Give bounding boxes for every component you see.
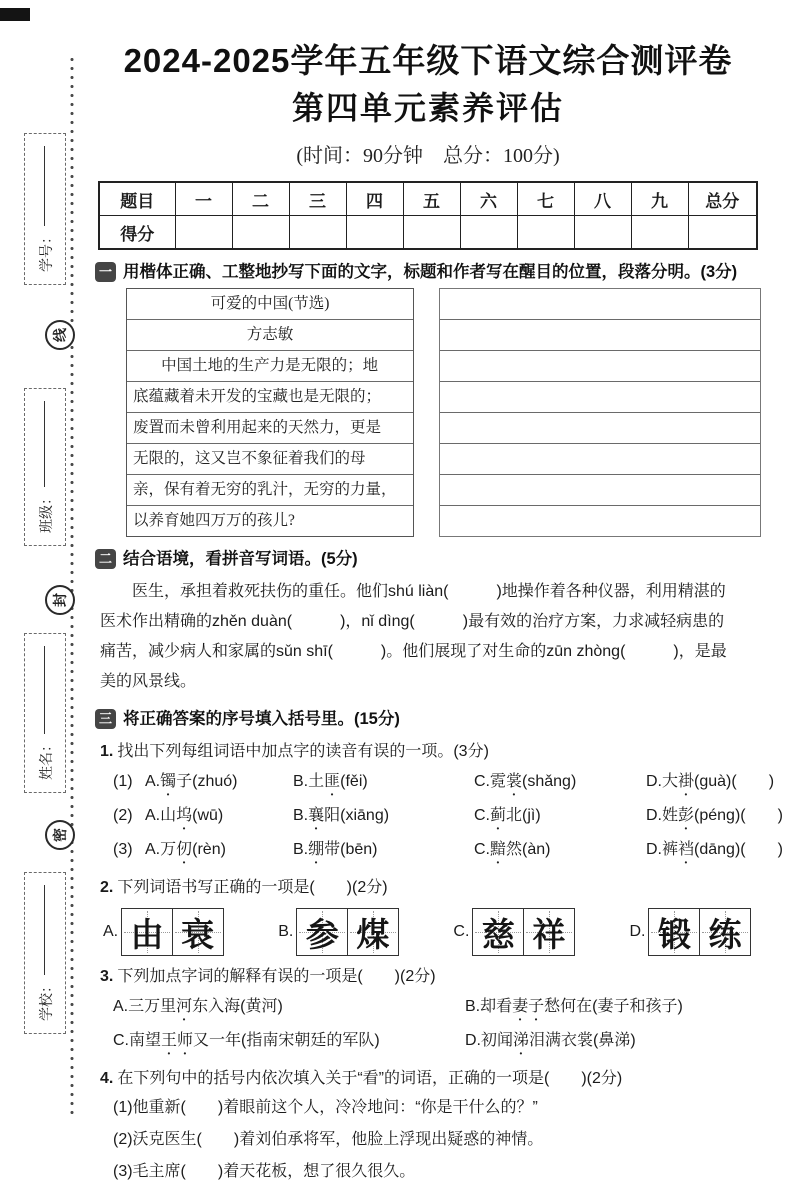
class-field [24, 388, 66, 546]
pinyin-paragraph-line: 医生，承担着救死扶伤的重任。他们shú liàn( )地操作着各种仪器，利用精湛的 [132, 583, 726, 601]
score-blank-cell [232, 216, 289, 250]
grid-character: 锻 [657, 917, 691, 954]
section1-heading [95, 260, 761, 284]
student-id-blank-line [44, 146, 45, 226]
q1-option-dotted-char: 仞 [176, 841, 193, 859]
print-corner-mark [0, 8, 30, 21]
q3-c-dotted: 王师 [161, 1032, 194, 1050]
score-blank-cell [460, 216, 517, 250]
student-id-rotated [25, 132, 67, 284]
copy-source-line: 可爱的中国(节选) [210, 295, 330, 313]
q3-d-post: 泪满衣裳(鼻涕) [529, 1032, 636, 1050]
question4-text: 在下列句中的括号内依次填入关于“看”的词语，正确的一项是( )(2分) [117, 1070, 623, 1088]
q1-option-dotted-char: 褂 [678, 773, 695, 791]
q1-option-post: (guà) [694, 773, 732, 791]
row3-options [145, 835, 740, 867]
seal-dotted-line [70, 55, 74, 1115]
school-rotated [25, 871, 67, 1033]
grid-cell [523, 908, 575, 956]
q3-option-c [113, 1026, 465, 1058]
score-blank-cell [517, 216, 574, 250]
question3-heading [100, 964, 761, 990]
name-rotated [25, 632, 67, 792]
copy-answer-blank-row [440, 319, 760, 350]
row1-prefix: (1) [113, 773, 133, 791]
q1-option [646, 767, 731, 799]
copy-answer-blank-row [440, 412, 760, 443]
grid-cell [121, 908, 173, 956]
question1-row2 [113, 801, 783, 833]
q1-option-post: 子(zhuó) [176, 773, 238, 791]
question4-number: 4. [100, 1070, 114, 1088]
copy-source-line: 亲，保有着无穷的乳汁，无穷的力量， [127, 474, 413, 505]
copy-answer-blank-row [440, 443, 760, 474]
copy-answer-blank-row [440, 474, 760, 505]
q2-option-label: C. [453, 923, 470, 941]
copy-source-line: 底蕴藏着未开发的宝藏也是无限的； [127, 381, 413, 412]
q3-option-b [465, 992, 683, 1024]
q2-option [453, 908, 575, 956]
q3-c-post: 又一年(指南宋朝廷的军队) [193, 1032, 380, 1050]
question1-heading [100, 739, 761, 765]
grid-character: 煤 [356, 917, 390, 954]
q1-option-post: (rèn) [192, 841, 226, 859]
question2-heading [100, 875, 761, 901]
score-blank-cell [688, 216, 757, 250]
time-score-info: (时间：90分钟 总分：100分) [296, 145, 560, 168]
row2-options [145, 801, 740, 833]
q3-d-dotted: 涕 [513, 1032, 530, 1050]
q3-option-a [113, 992, 465, 1024]
q1-option [145, 835, 293, 867]
grid-cell [648, 908, 700, 956]
question3-row1 [113, 992, 761, 1024]
class-rotated [25, 387, 67, 545]
score-column-header: 九 [631, 182, 688, 216]
score-column-header: 五 [403, 182, 460, 216]
copy-answer-box [439, 288, 761, 537]
q2-option [629, 908, 751, 956]
grid-character: 祥 [532, 917, 566, 954]
grid-cell [296, 908, 348, 956]
grid-cell [472, 908, 524, 956]
q4-sentence: (1)他重新( )着眼前这个人，冷冷地问：“你是干什么的？” [113, 1099, 538, 1117]
score-column-header: 一 [175, 182, 232, 216]
q3-b-dotted: 妻子 [512, 998, 545, 1016]
row1-answer-bracket: ( ) [731, 773, 775, 791]
q1-option [474, 767, 646, 799]
question2-options [103, 908, 751, 956]
q1-option-pre: D.大 [646, 773, 679, 791]
question4-sentences [95, 1092, 761, 1188]
score-value-row [99, 216, 757, 250]
section3-heading [95, 707, 761, 731]
seal-char-line [45, 320, 75, 350]
q1-option-pre: D.姓 [646, 807, 679, 825]
q1-option-dotted-char: 襄 [308, 807, 325, 825]
q1-option [293, 767, 474, 799]
character-grid [296, 908, 399, 956]
q1-option-dotted-char: 裆 [678, 841, 695, 859]
q2-option [103, 908, 224, 956]
school-label: 学校： [38, 979, 54, 1021]
q3-a-post: 东入海(黄河) [192, 998, 283, 1016]
q1-option-pre: B.土 [293, 773, 325, 791]
class-blank-line [44, 401, 45, 487]
row3-prefix: (3) [113, 841, 133, 859]
question4-heading [100, 1066, 761, 1092]
score-column-header: 八 [574, 182, 631, 216]
q3-a-dotted: 河 [176, 998, 193, 1016]
seal-char-secret-text: 密 [52, 828, 68, 842]
copy-source-line: 中国土地的生产力是无限的；地 [127, 350, 413, 381]
paper-subtitle: 第四单元素养评估 [291, 90, 564, 127]
character-grid [472, 908, 575, 956]
grid-character: 参 [305, 917, 339, 954]
q1-option [145, 767, 293, 799]
pinyin-paragraph-line: 医术作出精确的zhěn duàn( )，nǐ dìng( )最有效的治疗方案，力求减轻病患的 [100, 613, 725, 631]
pinyin-paragraph-line: 美的风景线。 [100, 673, 197, 691]
copy-source-line: 废置而未曾利用起来的天然力，更是 [127, 412, 413, 443]
section3-number-icon: 三 [95, 709, 116, 729]
question2-number: 2. [100, 879, 114, 897]
q1-option-post: (péng) [694, 807, 741, 825]
school-field [24, 872, 66, 1034]
q1-option-pre: C.霓 [474, 773, 507, 791]
class-label: 班级： [38, 491, 54, 533]
section2-title: 结合语境，看拼音写词语。(5分) [123, 550, 358, 569]
paper-body [95, 0, 783, 1188]
q1-option-pre: A. [145, 773, 161, 791]
q1-option [474, 801, 646, 833]
grid-cell [172, 908, 224, 956]
q3-d-pre: D.初闻 [465, 1032, 514, 1050]
q3-b-post: 愁何在(妻子和孩子) [544, 998, 683, 1016]
q1-option [646, 801, 740, 833]
q1-option-dotted-char: 匪 [324, 773, 341, 791]
score-blank-cell [175, 216, 232, 250]
seal-char-secret [45, 820, 75, 850]
seal-char-seal-text: 封 [52, 593, 68, 607]
character-grid [121, 908, 224, 956]
q1-option [293, 835, 474, 867]
score-table [98, 181, 758, 250]
grid-cell [347, 908, 399, 956]
score-blank-cell [346, 216, 403, 250]
q1-option [145, 801, 293, 833]
q1-option-pre: B. [293, 807, 309, 825]
row1-options [145, 767, 731, 799]
score-column-header: 四 [346, 182, 403, 216]
row3-answer-bracket: ( ) [740, 841, 783, 859]
grid-character: 衰 [181, 917, 215, 954]
seal-char-seal [45, 585, 75, 615]
q1-option-post: (shǎng) [522, 773, 577, 791]
score-blank-cell [403, 216, 460, 250]
score-blank-cell [574, 216, 631, 250]
copy-source-line: 方志敏 [127, 319, 413, 350]
q1-option-pre: B. [293, 841, 309, 859]
q1-option-pre: C. [474, 807, 490, 825]
score-column-header: 三 [289, 182, 346, 216]
seal-char-line-text: 线 [52, 328, 68, 342]
question1-text: 找出下列每组词语中加点字的读音有误的一项。(3分) [117, 743, 489, 761]
q1-option [293, 801, 474, 833]
section2-number-icon: 二 [95, 549, 116, 569]
copy-answer-blank-row [440, 350, 760, 381]
score-column-header: 七 [517, 182, 574, 216]
q1-option-post: (fěi) [340, 773, 368, 791]
q1-option-dotted-char: 坞 [176, 807, 193, 825]
q3-b-pre: B.却看 [465, 998, 513, 1016]
pinyin-paragraph-line: 痛苦，减少病人和家属的sǔn shī( )。他们展现了对生命的zūn zhòng( )，是最 [100, 643, 727, 661]
q1-option [646, 835, 740, 867]
copy-answer-blank-row [440, 505, 760, 536]
question3-number: 3. [100, 968, 114, 986]
q3-option-d [465, 1026, 636, 1058]
copy-source-line: 以养育她四万万的孩儿? [127, 505, 413, 536]
copy-answer-blank-row [440, 289, 760, 319]
question1-row3 [113, 835, 783, 867]
question2-text: 下列词语书写正确的一项是( )(2分) [117, 879, 388, 897]
pinyin-paragraph [100, 577, 761, 697]
q1-option-post: (wū) [192, 807, 224, 825]
q1-option-dotted-char: 黯 [490, 841, 507, 859]
section2-heading [95, 547, 761, 571]
score-blank-cell [631, 216, 688, 250]
grid-character: 慈 [481, 917, 515, 954]
grid-character: 由 [130, 917, 164, 954]
question1-row1 [113, 767, 775, 799]
q1-option-pre: C. [474, 841, 490, 859]
q2-option [278, 908, 399, 956]
q1-option-post: (dāng) [694, 841, 741, 859]
name-field [24, 633, 66, 793]
q3-a-pre: A.三万里 [113, 998, 177, 1016]
name-label: 姓名： [38, 738, 54, 780]
question3-text: 下列加点字词的解释有误的一项是( )(2分) [117, 968, 436, 986]
section1-number-icon: 一 [95, 262, 116, 282]
q1-option-dotted-char: 绷 [308, 841, 325, 859]
q1-option-post: 北(jì) [506, 807, 541, 825]
copy-answer-blank-row [440, 381, 760, 412]
grid-character: 练 [708, 917, 742, 954]
q2-option-label: B. [278, 923, 294, 941]
copy-exercise [126, 288, 761, 537]
score-column-header: 六 [460, 182, 517, 216]
grid-cell [699, 908, 751, 956]
q1-option-pre: A.山 [145, 807, 177, 825]
row2-answer-bracket: ( ) [740, 807, 783, 825]
q1-option-post: 阳(xiāng) [324, 807, 390, 825]
score-column-header: 二 [232, 182, 289, 216]
question3-row2 [113, 1026, 761, 1058]
q1-option-dotted-char: 镯 [160, 773, 177, 791]
q1-option-pre: A.万 [145, 841, 177, 859]
q1-option-dotted-char: 彭 [678, 807, 695, 825]
q3-c-pre: C.南望 [113, 1032, 162, 1050]
score-header-row [99, 182, 757, 216]
paper-title: 2024-2025学年五年级下语文综合测评卷 [123, 42, 733, 79]
q1-option-pre: D.裤 [646, 841, 679, 859]
q1-option-dotted-char: 裳 [506, 773, 523, 791]
section1-title: 用楷体正确、工整地抄写下面的文字，标题和作者写在醒目的位置，段落分明。(3分) [123, 263, 738, 282]
q1-option-post: 带(bēn) [324, 841, 378, 859]
name-blank-line [44, 646, 45, 734]
q2-option-label: D. [629, 923, 646, 941]
row2-prefix: (2) [113, 807, 133, 825]
student-id-field [24, 133, 66, 285]
q2-option-label: A. [103, 923, 119, 941]
score-column-header: 总分 [688, 182, 757, 216]
score-row-label: 得分 [99, 216, 175, 250]
q1-option-post: 然(àn) [506, 841, 551, 859]
question1-number: 1. [100, 743, 114, 761]
q4-sentence: (2)沃克医生( )着刘伯承将军，他脸上浮现出疑惑的神情。 [113, 1131, 544, 1149]
score-blank-cell [289, 216, 346, 250]
score-corner-cell: 题目 [99, 182, 175, 216]
section3-title: 将正确答案的序号填入括号里。(15分) [123, 710, 400, 729]
q4-sentence: (3)毛主席( )着天花板，想了很久很久。 [113, 1163, 416, 1181]
character-grid [648, 908, 751, 956]
student-id-label: 学号： [38, 230, 54, 272]
copy-source-box [126, 288, 414, 537]
copy-source-line: 无限的，这又岂不象征着我们的母 [127, 443, 413, 474]
school-blank-line [44, 885, 45, 975]
q1-option [474, 835, 646, 867]
q1-option-dotted-char: 蓟 [490, 807, 507, 825]
